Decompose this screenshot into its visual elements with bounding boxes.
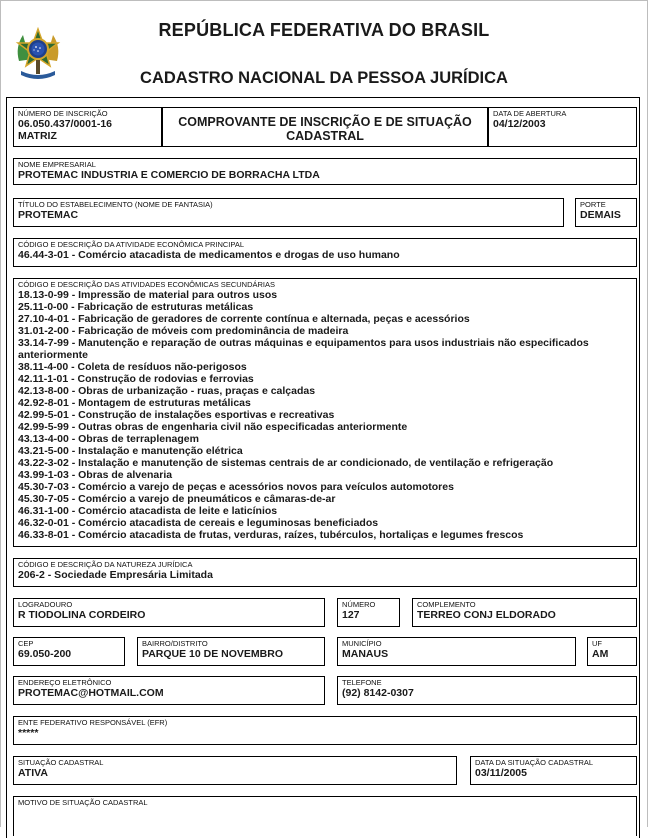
atividade-secundaria-item: 27.10-4-01 - Fabricação de geradores de corrente contínua e alternada, peças e acessórios	[18, 313, 470, 325]
situacao-label: SITUAÇÃO CADASTRAL	[18, 758, 104, 767]
header-title: REPÚBLICA FEDERATIVA DO BRASIL	[158, 20, 490, 40]
atividade-secundaria-item: 18.13-0-99 - Impressão de material para outros usos	[18, 289, 278, 301]
comprovante-box	[162, 107, 488, 147]
email-label: ENDEREÇO ELETRÔNICO	[18, 678, 112, 687]
cep-box	[13, 637, 125, 666]
complemento-box	[412, 598, 637, 627]
telefone-box	[337, 676, 637, 705]
fantasia-label: TÍTULO DO ESTABELECIMENTO (NOME DE FANTASIA)	[18, 200, 213, 209]
efr-label: ENTE FEDERATIVO RESPONSÁVEL (EFR)	[18, 718, 168, 727]
atividade-secundaria-item: 46.32-0-01 - Comércio atacadista de cereais e leguminosas beneficiados	[18, 517, 379, 529]
inscricao-label: NÚMERO DE INSCRIÇÃO	[18, 109, 108, 118]
atividade-secundaria-item: 42.99-5-01 - Construção de instalações esportivas e recreativas	[18, 409, 335, 421]
situacao-value: ATIVA	[18, 767, 48, 779]
atividade-secundaria-item: 43.22-3-02 - Instalação e manutenção de sistemas centrais de ar condicionado, de ventilação e refrigeração	[18, 457, 554, 469]
abertura-value: 04/12/2003	[493, 118, 546, 130]
fantasia-box	[13, 198, 564, 227]
data-situacao-box	[470, 756, 637, 785]
numero-box	[337, 598, 400, 627]
municipio-label: MUNICÍPIO	[342, 639, 382, 648]
municipio-value: MANAUS	[342, 648, 389, 660]
logradouro-box	[13, 598, 325, 627]
inscricao-number: 06.050.437/0001-16	[18, 118, 113, 130]
atividade-principal-box	[13, 238, 637, 267]
bairro-label: BAIRRO/DISTRITO	[142, 639, 208, 648]
atividade-secundaria-item: 43.13-4-00 - Obras de terraplenagem	[18, 433, 199, 445]
atividades-secundarias-list	[18, 289, 632, 541]
situacao-box	[13, 756, 457, 785]
atividade-secundaria-item: 31.01-2-00 - Fabricação de móveis com predominância de madeira	[18, 325, 349, 337]
atividade-secundaria-item: 25.11-0-00 - Fabricação de estruturas metálicas	[18, 301, 254, 313]
atividade-secundaria-item: 42.11-1-01 - Construção de rodovias e ferrovias	[18, 373, 254, 385]
data-situacao-label: DATA DA SITUAÇÃO CADASTRAL	[475, 758, 594, 767]
fantasia-value: PROTEMAC	[18, 209, 79, 221]
uf-box	[587, 637, 637, 666]
bairro-value: PARQUE 10 DE NOVEMBRO	[142, 648, 283, 660]
atividade-secundaria-item: 42.99-5-99 - Outras obras de engenharia civil não especificadas anteriormente	[18, 421, 408, 433]
data-situacao-value: 03/11/2005	[475, 767, 527, 779]
natureza-juridica-value: 206-2 - Sociedade Empresária Limitada	[18, 569, 213, 581]
atividade-principal-label: CÓDIGO E DESCRIÇÃO DA ATIVIDADE ECONÔMICA PRINCIPAL	[18, 240, 245, 249]
complemento-label: COMPLEMENTO	[417, 600, 476, 609]
email-value: PROTEMAC@HOTMAIL.COM	[18, 687, 164, 699]
atividades-secundarias-box	[13, 278, 637, 547]
telefone-value: (92) 8142-0307	[342, 687, 414, 699]
atividade-secundaria-item: 46.33-8-01 - Comércio atacadista de frutas, verduras, raízes, tubérculos, hortaliças e legumes frescos	[18, 529, 524, 541]
atividade-secundaria-item: 33.14-7-99 - Manutenção e reparação de outras máquinas e equipamentos para usos industriais não especificados anteriormente	[18, 337, 589, 361]
cep-value: 69.050-200	[18, 648, 72, 660]
bairro-box	[137, 637, 325, 666]
atividade-secundaria-item: 45.30-7-03 - Comércio a varejo de peças e acessórios novos para veículos automotores	[18, 481, 454, 493]
logradouro-label: LOGRADOURO	[18, 600, 73, 609]
porte-label: PORTE	[580, 200, 606, 209]
municipio-box	[337, 637, 576, 666]
motivo-box	[13, 796, 637, 836]
uf-value: AM	[592, 648, 609, 660]
logradouro-value: R TIODOLINA CORDEIRO	[18, 609, 146, 621]
atividade-secundaria-item: 42.13-8-00 - Obras de urbanização - ruas, praças e calçadas	[18, 385, 316, 397]
numero-label: NÚMERO	[342, 600, 376, 609]
efr-value: *****	[18, 727, 39, 739]
inscricao-type: MATRIZ	[18, 130, 57, 142]
comprovante-title-line1: COMPROVANTE DE INSCRIÇÃO E DE SITUAÇÃO	[178, 115, 472, 129]
efr-box	[13, 716, 637, 745]
nome-empresarial-label: NOME EMPRESARIAL	[18, 160, 96, 169]
motivo-label: MOTIVO DE SITUAÇÃO CADASTRAL	[18, 798, 148, 807]
natureza-juridica-box	[13, 558, 637, 587]
comprovante-title-line2: CADASTRAL	[286, 129, 364, 143]
atividade-secundaria-item: 43.99-1-03 - Obras de alvenaria	[18, 469, 173, 481]
uf-label: UF	[592, 639, 602, 648]
atividade-principal-value: 46.44-3-01 - Comércio atacadista de medicamentos e drogas de uso humano	[18, 249, 400, 261]
telefone-label: TELEFONE	[342, 678, 382, 687]
cep-label: CEP	[18, 639, 34, 648]
atividade-secundaria-item: 38.11-4-00 - Coleta de resíduos não-perigosos	[18, 361, 247, 373]
nome-empresarial-value: PROTEMAC INDUSTRIA E COMERCIO DE BORRACHA LTDA	[18, 169, 320, 181]
porte-box	[575, 198, 637, 227]
porte-value: DEMAIS	[580, 209, 621, 221]
atividade-secundaria-item: 42.92-8-01 - Montagem de estruturas metálicas	[18, 397, 251, 409]
abertura-label: DATA DE ABERTURA	[493, 109, 567, 118]
abertura-box	[488, 107, 637, 147]
nome-empresarial-box	[13, 158, 637, 185]
email-box	[13, 676, 325, 705]
atividades-secundarias-label: CÓDIGO E DESCRIÇÃO DAS ATIVIDADES ECONÔMICAS SECUNDÁRIAS	[18, 280, 275, 289]
inscricao-box	[13, 107, 162, 147]
natureza-juridica-label: CÓDIGO E DESCRIÇÃO DA NATUREZA JURÍDICA	[18, 560, 193, 569]
numero-value: 127	[342, 609, 360, 621]
complemento-value: TERREO CONJ ELDORADO	[417, 609, 556, 621]
atividade-secundaria-item: 43.21-5-00 - Instalação e manutenção elétrica	[18, 445, 243, 457]
header-subtitle: CADASTRO NACIONAL DA PESSOA JURÍDICA	[140, 69, 508, 87]
atividade-secundaria-item: 45.30-7-05 - Comércio a varejo de pneumáticos e câmaras-de-ar	[18, 493, 336, 505]
atividade-secundaria-item: 46.31-1-00 - Comércio atacadista de leite e laticínios	[18, 505, 278, 517]
